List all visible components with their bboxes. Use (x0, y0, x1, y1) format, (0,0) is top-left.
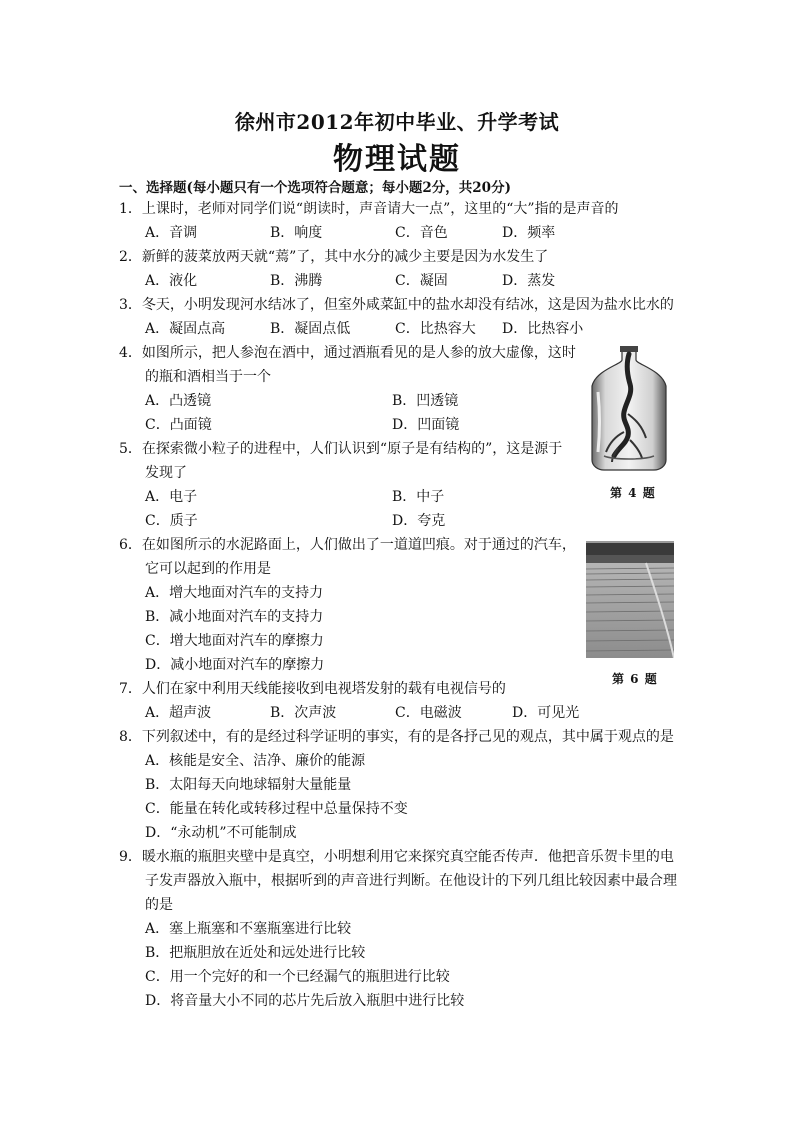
question-5-text-cont: 发现了 (145, 465, 187, 481)
q7-option-c: C．电磁波 (395, 705, 462, 721)
q9-option-c: C．用一个完好的和一个已经漏气的瓶胆进行比较 (145, 969, 450, 985)
q3-option-c: C．比热容大 (395, 321, 476, 337)
road-grooves-figure (586, 541, 674, 658)
q6-option-a: A．增大地面对汽车的支持力 (145, 585, 324, 601)
q9-option-a: A．塞上瓶塞和不塞瓶塞进行比较 (145, 921, 352, 937)
q6-option-b: B．减小地面对汽车的支持力 (145, 609, 324, 625)
q5-option-a: A．电子 (145, 489, 198, 505)
q5-option-b: B．中子 (392, 489, 445, 505)
q7-option-d: D．可见光 (512, 705, 580, 721)
q9-option-b: B．把瓶胆放在近处和远处进行比较 (145, 945, 366, 961)
q1-option-b: B．响度 (270, 225, 323, 241)
question-6-text-cont: 它可以起到的作用是 (145, 561, 271, 577)
exam-title: 徐州市2012年初中毕业、升学考试 (234, 110, 560, 134)
q2-option-a: A．液化 (145, 273, 198, 289)
q6-option-c: C．增大地面对汽车的摩擦力 (145, 633, 324, 649)
ginseng-bottle-figure (588, 344, 670, 472)
q4-option-a: A．凸透镜 (145, 393, 212, 409)
question-3-text: 3．冬天，小明发现河水结冰了，但室外咸菜缸中的盐水却没有结冰，这是因为盐水比水的 (119, 297, 674, 313)
q4-option-b: B．凹透镜 (392, 393, 459, 409)
question-1-text: 1．上课时，老师对同学们说“朗读时，声音请大一点”，这里的“大”指的是声音的 (119, 201, 619, 217)
q5-option-d: D．夸克 (392, 513, 446, 529)
q3-option-b: B．凝固点低 (270, 321, 351, 337)
subject-title: 物理试题 (333, 142, 461, 177)
q1-option-d: D．频率 (502, 225, 556, 241)
q8-option-d: D．“永动机”不可能制成 (145, 825, 297, 841)
question-5-text: 5．在探索微小粒子的进程中，人们认识到“原子是有结构的”，这是源于 (119, 441, 563, 457)
q1-option-c: C．音色 (395, 225, 448, 241)
q6-option-d: D．减小地面对汽车的摩擦力 (145, 657, 325, 673)
q8-option-b: B．太阳每天向地球辐射大量能量 (145, 777, 352, 793)
q5-option-c: C．质子 (145, 513, 198, 529)
figure-4-caption: 第 4 题 (610, 486, 656, 500)
q3-option-a: A．凝固点高 (145, 321, 226, 337)
q9-option-d: D．将音量大小不同的芯片先后放入瓶胆中进行比较 (145, 993, 465, 1009)
question-9-text-cont-1: 子发声器放入瓶中，根据听到的声音进行判断。在他设计的下列几组比较因素中最合理 (145, 873, 677, 889)
q8-option-a: A．核能是安全、洁净、廉价的能源 (145, 753, 366, 769)
question-7-text: 7．人们在家中利用天线能接收到电视塔发射的载有电视信号的 (119, 681, 506, 697)
q4-option-d: D．凹面镜 (392, 417, 460, 433)
question-9-text-cont-2: 的是 (145, 897, 173, 913)
question-9-text: 9．暖水瓶的瓶胆夹壁中是真空，小明想利用它来探究真空能否传声．他把音乐贺卡里的电 (119, 849, 674, 865)
section-heading: 一、选择题(每小题只有一个选项符合题意；每小题2分，共20分) (119, 180, 511, 196)
q2-option-c: C．凝固 (395, 273, 448, 289)
q3-option-d: D．比热容小 (502, 321, 584, 337)
q8-option-c: C．能量在转化或转移过程中总量保持不变 (145, 801, 408, 817)
q7-option-a: A．超声波 (145, 705, 212, 721)
q4-option-c: C．凸面镜 (145, 417, 212, 433)
question-8-text: 8．下列叙述中，有的是经过科学证明的事实，有的是各抒己见的观点，其中属于观点的是 (119, 729, 674, 745)
figure-6-caption: 第 6 题 (612, 672, 658, 686)
question-6-text: 6．在如图所示的水泥路面上，人们做出了一道道凹痕。对于通过的汽车， (119, 537, 576, 553)
q1-option-a: A．音调 (145, 225, 198, 241)
q2-option-b: B．沸腾 (270, 273, 323, 289)
q7-option-b: B．次声波 (270, 705, 337, 721)
question-4-text: 4．如图所示，把人参泡在酒中，通过酒瓶看见的是人参的放大虚像，这时 (119, 345, 576, 361)
question-2-text: 2．新鲜的菠菜放两天就“蔫”了，其中水分的减少主要是因为水发生了 (119, 249, 549, 265)
q2-option-d: D．蒸发 (502, 273, 556, 289)
question-4-text-cont: 的瓶和酒相当于一个 (145, 369, 271, 385)
